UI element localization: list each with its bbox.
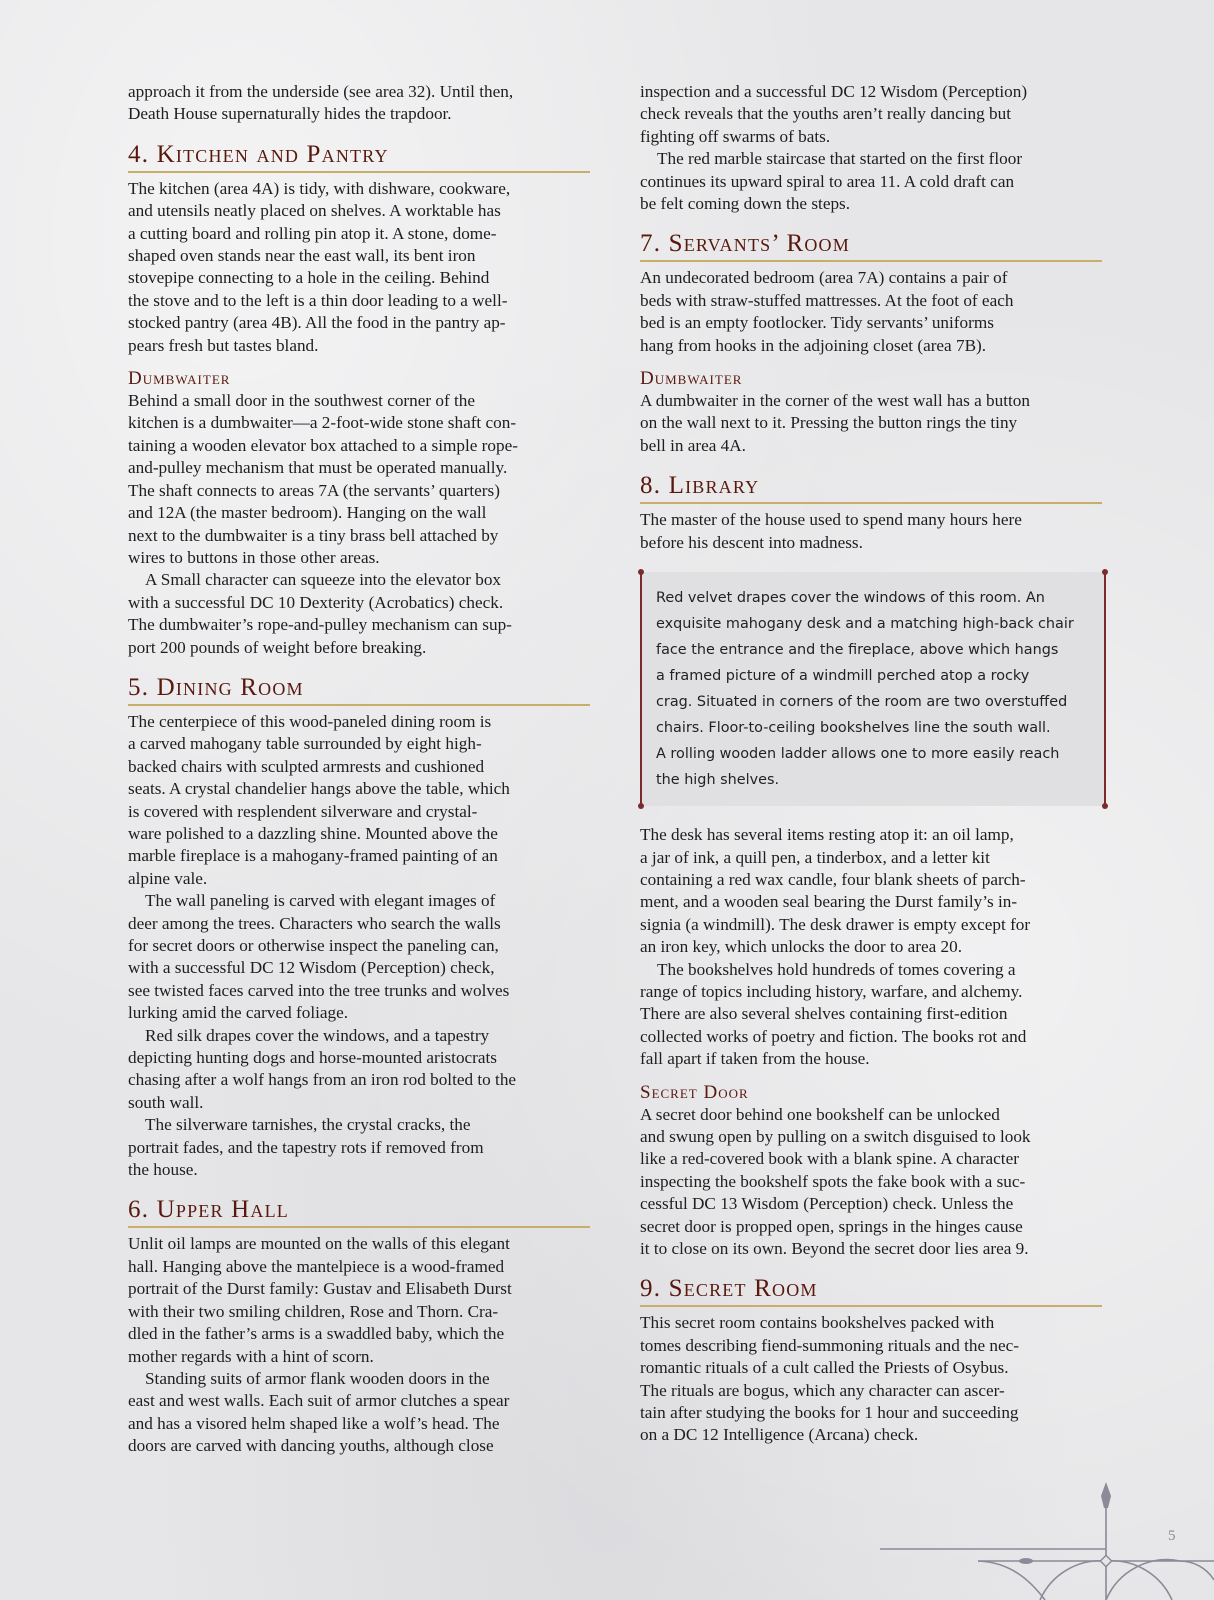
left-column bbox=[128, 81, 590, 1458]
dining-paragraph-3 bbox=[128, 1025, 590, 1115]
text-line: be felt coming down the steps. bbox=[640, 194, 851, 214]
read-aloud-box bbox=[640, 572, 1106, 806]
text-line: lurking amid the carved foliage. bbox=[128, 1003, 349, 1023]
text-line: the stove and to the left is a thin door leading to a well- bbox=[128, 290, 508, 310]
text-line: shaped oven stands near the east wall, its bent iron bbox=[128, 246, 476, 266]
text-line: pears fresh but tastes bland. bbox=[128, 335, 319, 355]
upper-hall-paragraph-1 bbox=[128, 1233, 590, 1367]
text-line: is covered with resplendent silverware and crystal- bbox=[128, 801, 478, 821]
text-line: south wall. bbox=[128, 1092, 204, 1112]
text-line: hang from hooks in the adjoining closet (area 7B). bbox=[640, 335, 987, 355]
text-line: next to the dumbwaiter is a tiny brass bell attached by bbox=[128, 525, 499, 545]
section-heading-secret-room: 9. Secret Room bbox=[640, 1274, 1102, 1307]
text-line: mother regards with a hint of scorn. bbox=[128, 1346, 374, 1366]
text-line: a jar of ink, a quill pen, a tinderbox, and a letter kit bbox=[640, 847, 990, 867]
text-line: alpine vale. bbox=[128, 868, 208, 888]
text-line: The kitchen (area 4A) is tidy, with dishware, cookware, bbox=[128, 178, 511, 198]
text-line: This secret room contains bookshelves packed with bbox=[640, 1313, 995, 1333]
corner-dot-icon bbox=[638, 569, 644, 575]
library-intro bbox=[640, 509, 1102, 554]
text-line: tomes describing fiend-summoning rituals and the nec- bbox=[640, 1335, 1019, 1355]
text-line: marble fireplace is a mahogany-framed painting of an bbox=[128, 846, 498, 866]
text-line: The wall paneling is carved with elegant images of bbox=[145, 891, 496, 911]
dining-paragraph-1 bbox=[128, 711, 590, 890]
text-line: The desk has several items resting atop it: an oil lamp, bbox=[640, 825, 1014, 845]
text-line: with a successful DC 12 Wisdom (Perception) check, bbox=[128, 958, 495, 978]
text-line: Red silk drapes cover the windows, and a tapestry bbox=[145, 1025, 490, 1045]
right-column bbox=[640, 81, 1102, 1447]
text-line: romantic rituals of a cult called the Priests of Osybus. bbox=[640, 1358, 1009, 1378]
kitchen-paragraph bbox=[128, 178, 590, 357]
section-heading-dining-room: 5. Dining Room bbox=[128, 673, 590, 706]
text-line: secret door is propped open, springs in the hinges cause bbox=[640, 1216, 1023, 1236]
text-line: backed chairs with sculpted armrests and cushioned bbox=[128, 756, 485, 776]
text-line: Death House supernaturally hides the trapdoor. bbox=[128, 104, 452, 124]
section-heading-upper-hall: 6. Upper Hall bbox=[128, 1195, 590, 1228]
text-line: and 12A (the master bedroom). Hanging on the wall bbox=[128, 503, 487, 523]
read-aloud-line: Red velvet drapes cover the windows of this room. An bbox=[656, 590, 1045, 607]
text-line: kitchen is a dumbwaiter—a 2-foot-wide stone shaft con- bbox=[128, 413, 517, 433]
text-line: with a successful DC 10 Dexterity (Acrobatics) check. bbox=[128, 592, 504, 612]
subheading-dumbwaiter: Dumbwaiter bbox=[640, 368, 743, 390]
page-number: 5 bbox=[1168, 1528, 1176, 1544]
section-heading-library: 8. Library bbox=[640, 471, 1102, 504]
section-heading-servants-room: 7. Servants’ Room bbox=[640, 229, 1102, 262]
text-line: bed is an empty footlocker. Tidy servants’ uniforms bbox=[640, 313, 994, 333]
text-line: and utensils neatly placed on shelves. A worktable has bbox=[128, 201, 501, 221]
read-aloud-line: the high shelves. bbox=[656, 772, 780, 789]
secret-room-paragraph bbox=[640, 1312, 1102, 1446]
read-aloud-line: chairs. Floor-to-ceiling bookshelves line the south wall. bbox=[656, 720, 1051, 737]
text-line: containing a red wax candle, four blank sheets of parch- bbox=[640, 869, 1026, 889]
text-line: port 200 pounds of weight before breaking. bbox=[128, 637, 427, 657]
text-line: and has a visored helm shaped like a wolf’s head. The bbox=[128, 1413, 500, 1433]
text-line: beds with straw-stuffed mattresses. At the foot of each bbox=[640, 290, 1014, 310]
staircase-paragraph bbox=[640, 148, 1102, 215]
text-line: An undecorated bedroom (area 7A) contains a pair of bbox=[640, 268, 1008, 288]
text-line: before his descent into madness. bbox=[640, 532, 863, 552]
text-line: like a red-covered book with a blank spine. A character bbox=[640, 1149, 1019, 1169]
text-line: on a DC 12 Intelligence (Arcana) check. bbox=[640, 1425, 919, 1445]
text-line: The red marble staircase that started on the first floor bbox=[657, 149, 1023, 169]
text-line: Behind a small door in the southwest corner of the bbox=[128, 391, 476, 411]
read-aloud-line: face the entrance and the fireplace, above which hangs bbox=[656, 642, 1059, 659]
text-line: tain after studying the books for 1 hour and succeeding bbox=[640, 1403, 1019, 1423]
text-line: stovepipe connecting to a hole in the ceiling. Behind bbox=[128, 268, 490, 288]
read-aloud-line: A rolling wooden ladder allows one to more easily reach bbox=[656, 746, 1060, 763]
dumbwaiter-paragraph bbox=[640, 390, 1102, 457]
text-line: The bookshelves hold hundreds of tomes covering a bbox=[657, 959, 1016, 979]
dumbwaiter-paragraph-2 bbox=[128, 569, 590, 659]
text-line: inspection and a successful DC 12 Wisdom (Perception) bbox=[640, 82, 1028, 101]
footer-ornament-icon bbox=[880, 1480, 1214, 1600]
text-line: The rituals are bogus, which any character can ascer- bbox=[640, 1380, 1005, 1400]
text-line: bell in area 4A. bbox=[640, 435, 746, 455]
text-line: collected works of poetry and fiction. The books rot and bbox=[640, 1026, 1027, 1046]
text-line: fighting off swarms of bats. bbox=[640, 126, 831, 146]
text-line: A secret door behind one bookshelf can be unlocked bbox=[640, 1104, 1000, 1124]
text-line: inspecting the bookshelf spots the fake book with a suc- bbox=[640, 1171, 1026, 1191]
text-line: see twisted faces carved into the tree trunks and wolves bbox=[128, 980, 510, 1000]
text-line: a cutting board and rolling pin atop it. A stone, dome- bbox=[128, 223, 497, 243]
text-line: fall apart if taken from the house. bbox=[640, 1049, 870, 1069]
continued-paragraph bbox=[640, 81, 1102, 148]
text-line: taining a wooden elevator box attached to a simple rope- bbox=[128, 435, 518, 455]
dining-paragraph-4 bbox=[128, 1114, 590, 1181]
text-line: for secret doors or otherwise inspect the paneling can, bbox=[128, 936, 499, 955]
text-line: and-pulley mechanism that must be operated manually. bbox=[128, 458, 508, 478]
corner-dot-icon bbox=[1102, 569, 1108, 575]
dumbwaiter-paragraph bbox=[128, 390, 590, 569]
text-line: ment, and a wooden seal bearing the Durst family’s in- bbox=[640, 892, 1018, 912]
text-line: portrait of the Durst family: Gustav and Elisabeth Durst bbox=[128, 1279, 512, 1299]
text-line: a carved mahogany table surrounded by eight high- bbox=[128, 734, 482, 754]
text-line: Unlit oil lamps are mounted on the walls of this elegant bbox=[128, 1234, 510, 1254]
text-line: the house. bbox=[128, 1160, 198, 1180]
read-aloud-line: crag. Situated in corners of the room are two overstuffed bbox=[656, 694, 1068, 711]
text-line: doors are carved with dancing youths, although close bbox=[128, 1436, 494, 1456]
text-line: continues its upward spiral to area 11. A cold draft can bbox=[640, 171, 1015, 191]
text-line: A Small character can squeeze into the elevator box bbox=[145, 570, 502, 590]
subheading-secret-door: Secret Door bbox=[640, 1081, 749, 1103]
read-aloud-line: exquisite mahogany desk and a matching high-back chair bbox=[656, 616, 1074, 633]
text-line: it to close on its own. Beyond the secret door lies area 9. bbox=[640, 1239, 1029, 1258]
subheading-dumbwaiter: Dumbwaiter bbox=[128, 368, 231, 390]
text-line: The shaft connects to areas 7A (the servants’ quarters) bbox=[128, 480, 500, 500]
text-line: Standing suits of armor flank wooden doors in the bbox=[145, 1368, 490, 1388]
text-line: A dumbwaiter in the corner of the west wall has a button bbox=[640, 391, 1030, 411]
upper-hall-paragraph-2 bbox=[128, 1368, 590, 1458]
text-line: and swung open by pulling on a switch disguised to look bbox=[640, 1126, 1031, 1146]
text-line: seats. A crystal chandelier hangs above the table, which bbox=[128, 779, 510, 799]
dining-paragraph-2 bbox=[128, 890, 590, 1024]
text-line: The centerpiece of this wood-paneled dining room is bbox=[128, 711, 492, 731]
text-line: ware polished to a dazzling shine. Mounted above the bbox=[128, 823, 498, 843]
text-line: east and west walls. Each suit of armor clutches a spear bbox=[128, 1391, 510, 1411]
text-line: The silverware tarnishes, the crystal cracks, the bbox=[145, 1115, 471, 1135]
text-line: cessful DC 13 Wisdom (Perception) check. Unless the bbox=[640, 1194, 1014, 1214]
text-line: dled in the father’s arms is a swaddled baby, which the bbox=[128, 1324, 505, 1344]
text-line: portrait fades, and the tapestry rots if removed from bbox=[128, 1137, 484, 1157]
text-line: hall. Hanging above the mantelpiece is a wood-framed bbox=[128, 1256, 505, 1276]
text-line: stocked pantry (area 4B). All the food in the pantry ap- bbox=[128, 313, 506, 333]
corner-dot-icon bbox=[1102, 803, 1108, 809]
text-line: signia (a windmill). The desk drawer is empty except for bbox=[640, 914, 1031, 934]
text-line: depicting hunting dogs and horse-mounted aristocrats bbox=[128, 1048, 497, 1068]
text-line: an iron key, which unlocks the door to area 20. bbox=[640, 937, 963, 957]
text-line: chasing after a wolf hangs from an iron rod bolted to the bbox=[128, 1070, 517, 1090]
text-line: check reveals that the youths aren’t really dancing but bbox=[640, 104, 1011, 124]
text-line: The dumbwaiter’s rope-and-pulley mechanism can sup- bbox=[128, 615, 512, 635]
servants-paragraph bbox=[640, 267, 1102, 357]
text-line: on the wall next to it. Pressing the button rings the tiny bbox=[640, 413, 1018, 433]
text-line: approach it from the underside (see area 32). Until then, bbox=[128, 82, 514, 101]
section-heading-kitchen-and-pantry: 4. Kitchen and Pantry bbox=[128, 140, 590, 173]
text-line: with their two smiling children, Rose and Thorn. Cra- bbox=[128, 1301, 499, 1321]
bookshelves-paragraph bbox=[640, 959, 1102, 1071]
text-line: deer among the trees. Characters who search the walls bbox=[128, 913, 501, 933]
text-line: There are also several shelves containing first-edition bbox=[640, 1004, 1008, 1024]
intro-text bbox=[128, 81, 590, 126]
secret-door-paragraph bbox=[640, 1104, 1102, 1261]
desk-paragraph bbox=[640, 824, 1102, 958]
text-line: range of topics including history, warfare, and alchemy. bbox=[640, 981, 1023, 1001]
text-line: wires to buttons in those other areas. bbox=[128, 547, 380, 567]
read-aloud-line: a framed picture of a windmill perched atop a rocky bbox=[656, 668, 1030, 685]
text-line: The master of the house used to spend many hours here bbox=[640, 510, 1022, 530]
